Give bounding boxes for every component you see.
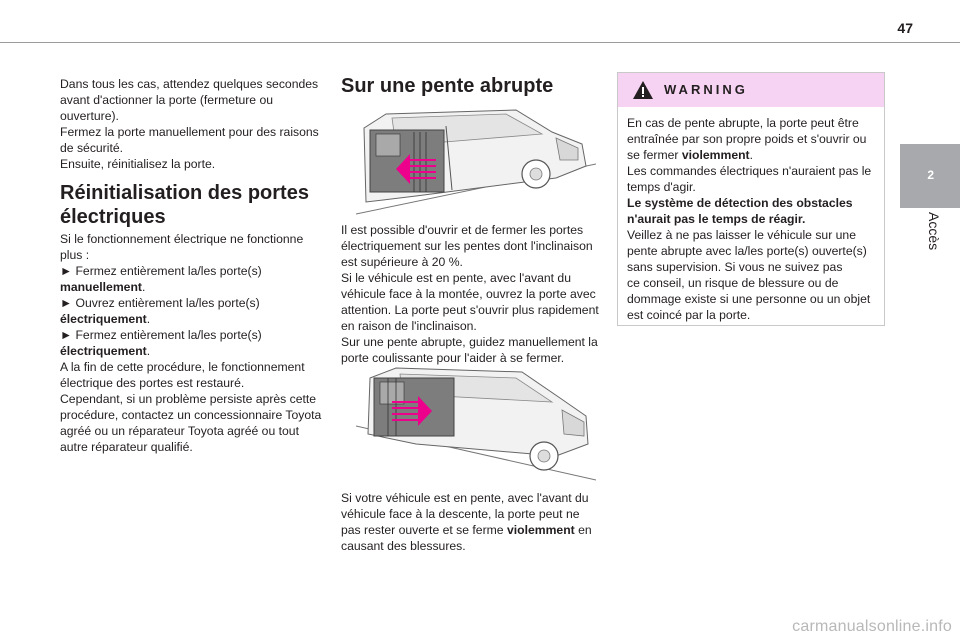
warning-line: pente abrupte avec la/les porte(s) ouverte(s) (627, 244, 867, 258)
outro-line: procédure, contactez un concessionnaire Toyota (60, 408, 322, 422)
warning-line: En cas de pente abrupte, la porte peut être (627, 116, 859, 130)
header-rule (0, 42, 960, 43)
step-1: ► Fermez entièrement la/les porte(s) (60, 264, 262, 278)
warning-body (618, 107, 884, 323)
slope-line: véhicule face à la montée, ouvrez la porte avec (341, 287, 596, 301)
slope-line: en raison de l'inclinaison. (341, 319, 477, 333)
warning-box (617, 72, 885, 326)
step-3: ► Fermez entièrement la/les porte(s) (60, 328, 262, 342)
warning-line: temps d'agir. (627, 180, 696, 194)
downhill-line: causant des blessures. (341, 539, 466, 553)
step-1-bold: manuellement. (60, 280, 146, 294)
slope-line: porte coulissante pour l'aider à se fermer. (341, 351, 565, 365)
intro-line: Ensuite, réinitialisez la porte. (60, 157, 216, 171)
warning-line: entraînée par son propre poids et s'ouvrir ou (627, 132, 867, 146)
step-2: ► Ouvrez entièrement la/les porte(s) (60, 296, 260, 310)
intro-line: Fermez la porte manuellement pour des raisons (60, 125, 319, 139)
slope-line: Il est possible d'ouvrir et de fermer les portes (341, 223, 584, 237)
chapter-label: Accès (926, 212, 942, 251)
reset-procedure (60, 231, 330, 455)
slope-line: attention. La porte peut s'ouvrir plus rapidement (341, 303, 599, 317)
warning-header (618, 73, 884, 107)
outro-line: autre réparateur qualifié. (60, 440, 193, 454)
warning-line: ce conseil, un risque de blessure ou de (627, 276, 839, 290)
watermark[interactable]: carmanualsonline.info (792, 618, 952, 635)
intro-paragraph (60, 76, 330, 172)
downhill-line: Si votre véhicule est en pente, avec l'avant du (341, 491, 589, 505)
warning-line: Les commandes électriques n'auraient pas le (627, 164, 872, 178)
van-uphill-illustration (356, 104, 596, 218)
warning-triangle-icon (632, 80, 654, 100)
heading-line: Réinitialisation des portes (60, 182, 309, 204)
intro-line: ouverture). (60, 109, 119, 123)
slope-line: électriquement sur les pentes dont l'inclinaison (341, 239, 593, 253)
reset-line: Si le fonctionnement électrique ne fonctionne (60, 232, 304, 246)
outro-line: A la fin de cette procédure, le fonctionnement (60, 360, 305, 374)
warning-line-bold: n'aurait pas le temps de réagir. (627, 212, 806, 226)
warning-title: WARNING (664, 82, 748, 97)
warning-line: sans supervision. Si vous ne suivez pas (627, 260, 843, 274)
bullet-arrow-icon: ► (60, 328, 73, 342)
chapter-number: 2 (927, 168, 934, 182)
outro-line: électrique des portes est restauré. (60, 376, 245, 390)
bullet-arrow-icon: ► (60, 296, 73, 310)
step-3-bold: électriquement. (60, 344, 151, 358)
warning-line: est coincé par la porte. (627, 308, 751, 322)
page-number: 47 (897, 20, 913, 36)
slope-line: Sur une pente abrupte, guidez manuellement la (341, 335, 598, 349)
bullet-arrow-icon: ► (60, 264, 73, 278)
downhill-paragraph (341, 490, 603, 554)
van-downhill-illustration (356, 364, 596, 482)
section-heading-slope: Sur une pente abrupte (341, 75, 554, 97)
step-2-bold: électriquement. (60, 312, 151, 326)
warning-line-bold: Le système de détection des obstacles (627, 196, 853, 210)
outro-line: agréé ou un réparateur Toyota agréé ou tout (60, 424, 299, 438)
intro-line: Dans tous les cas, attendez quelques secondes (60, 77, 319, 91)
section-heading-reset (60, 181, 330, 229)
intro-line: de sécurité. (60, 141, 124, 155)
outro-line: Cependant, si un problème persiste après cette (60, 392, 317, 406)
reset-line: plus : (60, 248, 90, 262)
slope-line: Si le véhicule est en pente, avec l'avant du (341, 271, 571, 285)
warning-line: Veillez à ne pas laisser le véhicule sur une (627, 228, 856, 242)
slope-paragraph (341, 222, 603, 366)
intro-line: avant d'actionner la porte (fermeture ou (60, 93, 274, 107)
warning-line: se fermer violemment. (627, 148, 753, 162)
slope-line: est supérieure à 20 %. (341, 255, 463, 269)
downhill-line: véhicule face à la descente, la porte peut ne (341, 507, 580, 521)
warning-line: dommage existe si une personne ou un objet (627, 292, 871, 306)
downhill-line: pas rester ouverte et se ferme violemment en (341, 523, 592, 537)
heading-line: électriques (60, 206, 166, 228)
